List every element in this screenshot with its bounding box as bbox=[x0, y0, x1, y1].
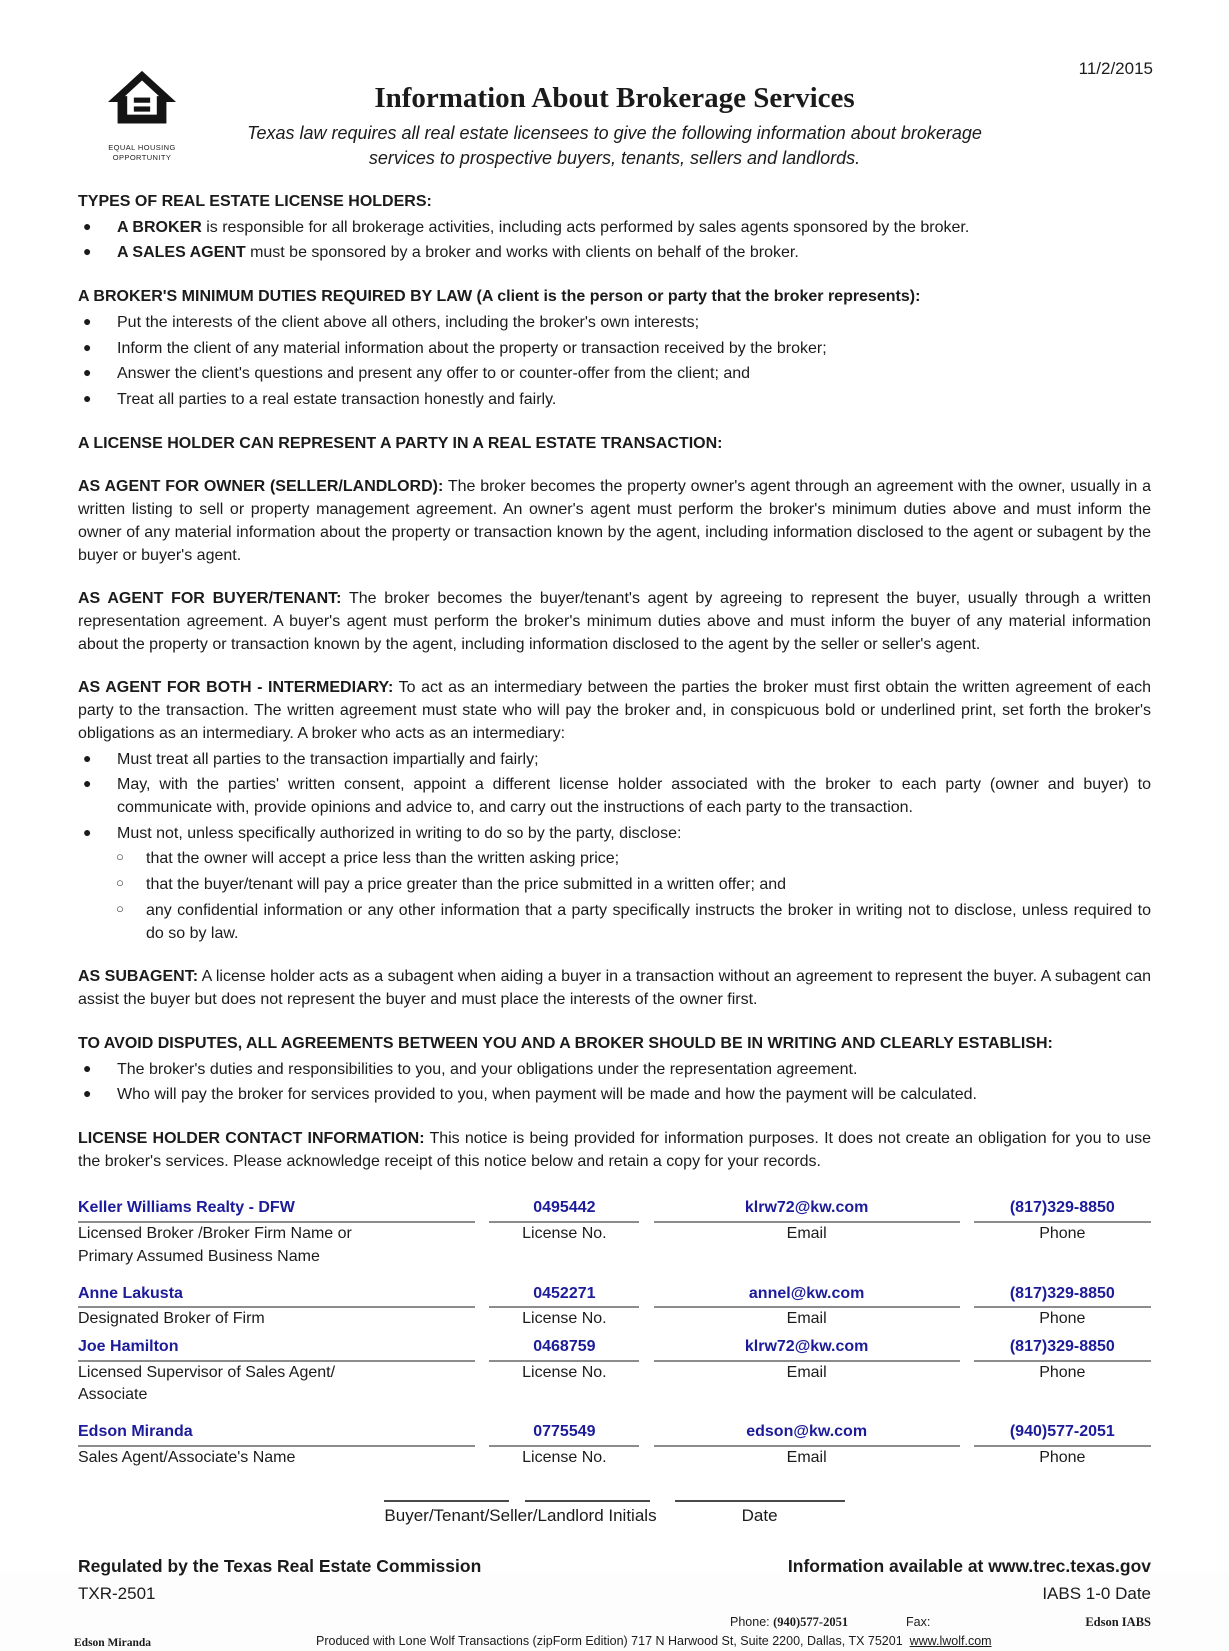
designated-broker-license-field: 0452271 bbox=[489, 1283, 639, 1309]
bullet-icon: ● bbox=[83, 389, 92, 406]
table-label-row bbox=[78, 1308, 1151, 1331]
subagent-paragraph bbox=[78, 966, 1151, 1011]
owner-paragraph bbox=[78, 476, 1151, 567]
table-row bbox=[78, 1197, 1151, 1223]
bullet-icon: ● bbox=[83, 217, 92, 234]
bullet-icon: ● bbox=[83, 775, 92, 792]
field-label: License No. bbox=[522, 1310, 607, 1328]
form-version: IABS 1-0 Date bbox=[1042, 1583, 1151, 1603]
sales-agent-license-field: 0775549 bbox=[489, 1421, 639, 1447]
subagent-lead: AS SUBAGENT: bbox=[78, 968, 199, 986]
phone-label: Phone: bbox=[730, 1614, 770, 1629]
broker-firm-license-field: 0495442 bbox=[489, 1197, 639, 1223]
intermediary-list bbox=[78, 749, 1151, 946]
table-row bbox=[78, 1283, 1151, 1309]
regulated-by-text: Regulated by the Texas Real Estate Commission bbox=[78, 1555, 482, 1576]
designated-broker-email-field: annel@kw.com bbox=[654, 1283, 960, 1309]
bullet-icon: ● bbox=[83, 243, 92, 260]
table-label-row bbox=[78, 1362, 1151, 1407]
date-label: Date bbox=[741, 1505, 778, 1525]
table-label-row bbox=[78, 1223, 1151, 1268]
section-types bbox=[78, 191, 1151, 265]
bullet-icon: ● bbox=[83, 1059, 92, 1076]
list-item bbox=[78, 389, 1151, 412]
broker-firm-email-field: klrw72@kw.com bbox=[654, 1197, 960, 1223]
field-label: Phone bbox=[1039, 1363, 1086, 1381]
field-label: License No. bbox=[522, 1448, 607, 1466]
table-label-row bbox=[78, 1447, 1151, 1470]
circle-bullet-icon: ○ bbox=[116, 900, 124, 916]
supervisor-name-field: Joe Hamilton bbox=[78, 1336, 475, 1362]
header bbox=[78, 0, 1151, 170]
initials-blank-line-2[interactable] bbox=[525, 1500, 650, 1502]
list-item bbox=[78, 1059, 1151, 1082]
supervisor-email-field: klrw72@kw.com bbox=[654, 1336, 960, 1362]
list-item bbox=[78, 338, 1151, 361]
duties-heading: A BROKER'S MINIMUM DUTIES REQUIRED BY LAW (A client is the person or party that the broker represents): bbox=[78, 288, 921, 306]
owner-lead: AS AGENT FOR OWNER (SELLER/LANDLORD): bbox=[78, 478, 444, 496]
sales-agent-phone-field: (940)577-2051 bbox=[974, 1421, 1151, 1447]
field-label: Sales Agent/Associate's Name bbox=[78, 1448, 296, 1466]
page-title: Information About Brokerage Services bbox=[374, 82, 855, 114]
subagent-text: A license holder acts as a subagent when aiding a buyer in a transaction without an agreement to represent the buyer. A subagent can assist the buyer but does not represent the buyer and must place the interests of the owner first. bbox=[78, 968, 1151, 1009]
broker-firm-phone-field: (817)329-8850 bbox=[974, 1197, 1151, 1223]
contact-intro-text: This notice is being provided for information purposes. It does not create an obligation for you to use the broker's services. Please acknowledge receipt of this notice below and retain a copy for your records. bbox=[78, 1129, 1152, 1170]
produced-with-text: Produced with Lone Wolf Transactions (zipForm Edition) 717 N Harwood St, Suite 2200, Dallas, TX 75201 bbox=[316, 1633, 903, 1648]
sub-list-item bbox=[78, 848, 1151, 871]
list-item bbox=[78, 749, 1151, 772]
table-row bbox=[78, 1421, 1151, 1447]
initials-signature-block bbox=[384, 1500, 656, 1528]
field-label: Phone bbox=[1039, 1448, 1086, 1466]
sales-agent-name-field: Edson Miranda bbox=[78, 1421, 475, 1447]
intermediary-text: To act as an intermediary between the parties the broker must first obtain the written agreement of each party to the transaction. The written agreement must state who will pay the broker and, in conspicuous bold or underlined print, set forth the broker's obligations as an intermediary. A broker who acts as an intermediary: bbox=[78, 679, 1152, 742]
section-duties bbox=[78, 286, 1151, 412]
field-label: Email bbox=[786, 1310, 827, 1328]
iabs-reference: Edson IABS bbox=[1085, 1614, 1151, 1629]
list-item bbox=[78, 217, 1151, 240]
field-label: Licensed Supervisor of Sales Agent/ Associate bbox=[78, 1363, 336, 1404]
bullet-text: Must treat all parties to the transaction impartially and fairly; bbox=[117, 750, 539, 768]
sub-list-item bbox=[78, 874, 1151, 897]
bullet-text: Put the interests of the client above all others, including the broker's own interests; bbox=[117, 313, 700, 331]
list-item bbox=[78, 823, 1151, 846]
footer-phone-row bbox=[78, 1614, 1151, 1631]
equal-housing-icon bbox=[105, 121, 179, 138]
bullet-text: The broker's duties and responsibilities to you, and your obligations under the representation agreement. bbox=[117, 1060, 858, 1078]
list-item bbox=[78, 774, 1151, 819]
field-label: Designated Broker of Firm bbox=[78, 1310, 265, 1328]
table-row bbox=[78, 1336, 1151, 1362]
field-label: Phone bbox=[1039, 1310, 1086, 1328]
list-item bbox=[78, 1084, 1151, 1107]
bullet-icon: ● bbox=[83, 749, 92, 766]
footer-produced-row bbox=[74, 1633, 1151, 1651]
equal-housing-caption-line2: OPPORTUNITY bbox=[112, 153, 172, 163]
sub-list-item bbox=[78, 900, 1151, 945]
broker-firm-name-field: Keller Williams Realty - DFW bbox=[78, 1197, 475, 1223]
bullet-icon: ● bbox=[83, 364, 92, 381]
bullet-text: any confidential information or any other information that a party specifically instructs the broker in writing not to disclose, unless required to do so by law. bbox=[146, 901, 1151, 942]
bullet-text: Inform the client of any material information about the property or transaction received by the broker; bbox=[117, 339, 827, 357]
list-item bbox=[78, 312, 1151, 335]
field-label: Email bbox=[786, 1448, 827, 1466]
contact-intro-lead: LICENSE HOLDER CONTACT INFORMATION: bbox=[78, 1129, 425, 1147]
bullet-text: Answer the client's questions and present any offer to or counter-offer from the client; and bbox=[117, 365, 751, 383]
bullet-text: that the buyer/tenant will pay a price greater than the price submitted in a written offer; and bbox=[146, 876, 787, 894]
bullet-icon: ● bbox=[83, 338, 92, 355]
bullet-text: Must not, unless specifically authorized in writing to do so by the party, disclose: bbox=[117, 824, 682, 842]
types-heading: TYPES OF REAL ESTATE LICENSE HOLDERS: bbox=[78, 192, 432, 210]
list-item bbox=[78, 242, 1151, 265]
designated-broker-name-field: Anne Lakusta bbox=[78, 1283, 475, 1309]
bullet-text: must be sponsored by a broker and works with clients on behalf of the broker. bbox=[250, 244, 799, 262]
bullet-lead: A SALES AGENT bbox=[117, 244, 246, 262]
page-subtitle: Texas law requires all real estate licensees to give the following information about brokerage services to prospective buyers, tenants, sellers and landlords. bbox=[247, 123, 982, 168]
field-label: Phone bbox=[1039, 1225, 1086, 1243]
designated-broker-phone-field: (817)329-8850 bbox=[974, 1283, 1151, 1309]
document-date: 11/2/2015 bbox=[1078, 59, 1153, 78]
date-signature-block bbox=[675, 1500, 845, 1528]
field-label: Email bbox=[786, 1363, 827, 1381]
represent-heading: A LICENSE HOLDER CAN REPRESENT A PARTY IN A REAL ESTATE TRANSACTION: bbox=[78, 434, 723, 452]
sales-agent-email-field: edson@kw.com bbox=[654, 1421, 960, 1447]
section-disputes bbox=[78, 1033, 1151, 1107]
footer-row-regulated bbox=[78, 1554, 1151, 1579]
field-label: License No. bbox=[522, 1225, 607, 1243]
info-available-text: Information available at www.trec.texas.gov bbox=[787, 1555, 1151, 1576]
initials-blank-line-1[interactable] bbox=[384, 1500, 509, 1502]
bullet-lead: A BROKER bbox=[117, 218, 202, 236]
fax-label: Fax: bbox=[906, 1614, 931, 1629]
bullet-text: Treat all parties to a real estate transaction honestly and fairly. bbox=[117, 390, 557, 408]
bullet-text: that the owner will accept a price less than the written asking price; bbox=[146, 850, 620, 868]
circle-bullet-icon: ○ bbox=[116, 849, 124, 865]
equal-housing-logo bbox=[92, 70, 192, 162]
disputes-heading: TO AVOID DISPUTES, ALL AGREEMENTS BETWEEN YOU AND A BROKER SHOULD BE IN WRITING AND CLEARLY ESTABLISH: bbox=[78, 1034, 1053, 1052]
agent-name: Edson Miranda bbox=[74, 1636, 152, 1649]
contact-intro-paragraph bbox=[78, 1128, 1151, 1173]
signature-area bbox=[78, 1500, 1151, 1528]
license-holder-contact-table bbox=[78, 1197, 1151, 1469]
phone-value: (940)577-2051 bbox=[773, 1614, 849, 1629]
list-item bbox=[78, 363, 1151, 386]
bullet-text: is responsible for all brokerage activities, including acts performed by sales agents sponsored by the broker. bbox=[206, 218, 970, 236]
buyer-text: The broker becomes the buyer/tenant's agent by agreeing to represent the buyer, usually through a written representation agreement. A buyer's agent must perform the broker's minimum duties above and must inform the buyer of any material information about the property or transaction known by the agent, including information disclosed to the agent by the seller or seller's agent. bbox=[78, 590, 1152, 653]
field-label: Licensed Broker /Broker Firm Name or Primary Assumed Business Name bbox=[78, 1225, 352, 1265]
bullet-icon: ● bbox=[83, 312, 92, 329]
bullet-text: May, with the parties' written consent, appoint a different license holder associated with the broker to each party (owner and buyer) to communicate with, provide opinions and advice to, and carry out the instructions of each party to the transaction. bbox=[117, 776, 1151, 817]
form-code: TXR-2501 bbox=[78, 1583, 156, 1603]
buyer-paragraph bbox=[78, 588, 1151, 656]
field-label: Email bbox=[786, 1225, 827, 1243]
field-label: License No. bbox=[522, 1363, 607, 1381]
footer-row-form-code bbox=[78, 1582, 1151, 1606]
lwolf-link[interactable]: www.lwolf.com bbox=[909, 1633, 992, 1648]
intermediary-paragraph bbox=[78, 677, 1151, 745]
intermediary-lead: AS AGENT FOR BOTH - INTERMEDIARY: bbox=[78, 679, 394, 697]
date-blank-line[interactable] bbox=[675, 1500, 845, 1502]
initials-label: Buyer/Tenant/Seller/Landlord Initials bbox=[384, 1505, 657, 1525]
circle-bullet-icon: ○ bbox=[116, 875, 124, 891]
bullet-text: Who will pay the broker for services provided to you, when payment will be made and how the payment will be calculated. bbox=[117, 1086, 977, 1104]
owner-text: The broker becomes the property owner's agent through an agreement with the owner, usually in a written listing to sell or property management agreement. An owner's agent must perform the broker's minimum duties above and must inform the owner of any material information about the property or transaction known by the agent, including information disclosed to the agent or subagent by the buyer or buyer's agent. bbox=[78, 478, 1152, 564]
bullet-icon: ● bbox=[83, 823, 92, 840]
supervisor-license-field: 0468759 bbox=[489, 1336, 639, 1362]
buyer-lead: AS AGENT FOR BUYER/TENANT: bbox=[78, 590, 342, 608]
bullet-icon: ● bbox=[83, 1085, 92, 1102]
supervisor-phone-field: (817)329-8850 bbox=[974, 1336, 1151, 1362]
equal-housing-caption-line1: EQUAL HOUSING bbox=[108, 142, 176, 152]
